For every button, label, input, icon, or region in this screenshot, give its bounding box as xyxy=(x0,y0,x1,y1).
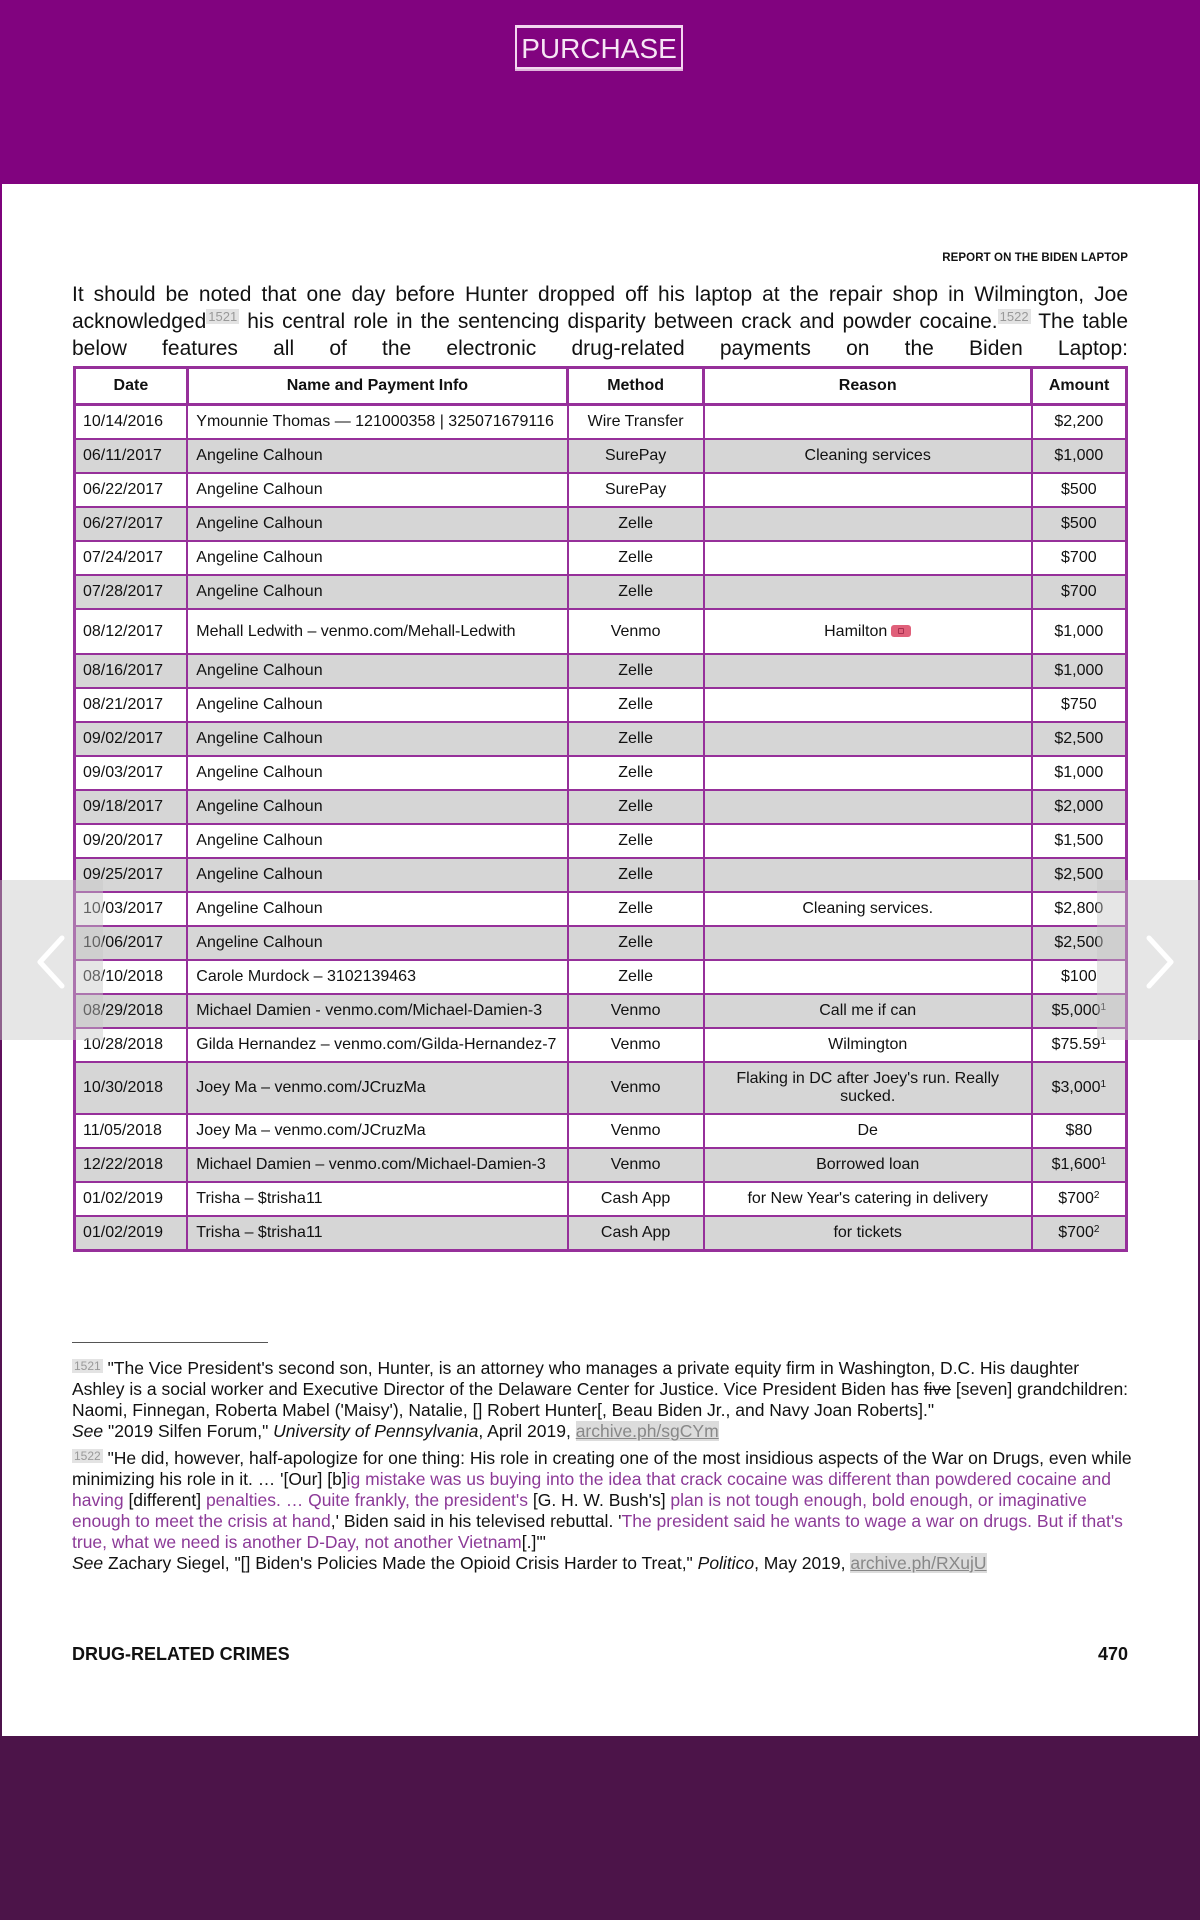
cell-name xyxy=(187,1216,567,1251)
cell-date xyxy=(75,722,188,756)
cell-name-text: Angeline Calhoun xyxy=(196,583,323,600)
intro-text: his central role in the sentencing disparity between crack and powder cocaine. xyxy=(239,310,998,333)
cell-date xyxy=(75,439,188,473)
cell-date xyxy=(75,1114,188,1148)
cell-date xyxy=(75,824,188,858)
purchase-button[interactable]: PURCHASE xyxy=(515,25,683,69)
cell-name-text: Trisha – $trisha11 xyxy=(196,1224,323,1241)
cell-amount-text: $1,000 xyxy=(1054,622,1104,640)
cell-method xyxy=(568,541,704,575)
col-amount: Amount xyxy=(1032,368,1127,405)
cell-date-text: 09/20/2017 xyxy=(83,832,164,849)
cell-amount xyxy=(1032,541,1127,575)
cell-amount xyxy=(1032,654,1127,688)
cell-name xyxy=(187,1028,567,1062)
cell-amount xyxy=(1032,1148,1127,1182)
cell-date-text: 11/05/2018 xyxy=(83,1122,162,1139)
cell-name xyxy=(187,1182,567,1216)
cell-name xyxy=(187,609,567,654)
footnote-ref-1521[interactable]: 1521 xyxy=(208,309,238,324)
cell-method xyxy=(568,473,704,507)
cell-method-text: Venmo xyxy=(610,1002,661,1019)
cell-method-text: Zelle xyxy=(618,866,653,883)
table-row xyxy=(75,1114,1127,1148)
cell-name xyxy=(187,994,567,1028)
cell-amount-text: $1,000 xyxy=(1054,662,1104,679)
cell-amount-text: $5,000 xyxy=(1051,1002,1101,1019)
cell-method-text: Zelle xyxy=(618,730,653,747)
cell-reason xyxy=(704,722,1032,756)
running-head: REPORT ON THE BIDEN LAPTOP xyxy=(942,252,1128,264)
footnote-ref-1522[interactable]: 1522 xyxy=(999,309,1029,324)
cell-reason-text: for New Year's catering in delivery xyxy=(747,1190,988,1207)
cell-date xyxy=(75,609,188,654)
amount-note-marker: 2 xyxy=(1093,1224,1100,1235)
cell-reason-text: Flaking in DC after Joey's run. Really sucked. xyxy=(736,1070,1000,1105)
cell-reason-text: Cleaning services. xyxy=(802,900,934,917)
cell-amount xyxy=(1032,405,1127,440)
cell-reason xyxy=(704,756,1032,790)
cell-amount xyxy=(1032,473,1127,507)
cell-method xyxy=(568,439,704,473)
cell-reason xyxy=(704,473,1032,507)
cell-method xyxy=(568,609,704,654)
cell-reason xyxy=(704,824,1032,858)
cell-amount-text: $700 xyxy=(1058,1224,1094,1241)
amount-note-marker: 1 xyxy=(1100,1002,1107,1013)
cell-reason xyxy=(704,654,1032,688)
cell-method xyxy=(568,756,704,790)
cell-name xyxy=(187,926,567,960)
table-row xyxy=(75,609,1127,654)
table-row xyxy=(75,688,1127,722)
cell-method-text: Zelle xyxy=(618,764,653,781)
see-label: See xyxy=(72,1421,104,1441)
cell-reason xyxy=(704,609,1032,654)
cell-date-text: 01/02/2019 xyxy=(83,1224,164,1241)
cell-name xyxy=(187,541,567,575)
footnote-text: "The Vice President's second son, Hunter, is an attorney who manages a private equity firm in Washington, D.C. His daughter Ashley is a social worker and Executive Director of the Delaware Center for Justice. Vice President Biden has xyxy=(72,1358,1080,1399)
cell-method xyxy=(568,1216,704,1251)
cell-name xyxy=(187,654,567,688)
cell-method-text: Venmo xyxy=(610,1079,661,1096)
cell-reason-text: De xyxy=(857,1122,878,1139)
citation-text: "2019 Silfen Forum," xyxy=(103,1421,274,1441)
cell-method xyxy=(568,688,704,722)
struck-text: five xyxy=(923,1379,951,1399)
cell-name-text: Angeline Calhoun xyxy=(196,866,323,883)
cell-date-text: 10/03/2017 xyxy=(83,900,164,917)
cell-date xyxy=(75,1182,188,1216)
table-row xyxy=(75,994,1127,1028)
cell-amount-text: $1,000 xyxy=(1054,447,1104,464)
cell-amount-text: $700 xyxy=(1058,1190,1094,1207)
cell-amount-text: $1,500 xyxy=(1054,832,1104,849)
amount-note-marker: 1 xyxy=(1100,1036,1107,1047)
cell-method xyxy=(568,654,704,688)
quoted-text: plan is not tough enough, bold enough, or imaginative enough to meet the crisis at hand xyxy=(72,1490,1087,1531)
cell-method-text: Venmo xyxy=(610,1036,661,1053)
cell-date-text: 09/18/2017 xyxy=(83,798,164,815)
cell-amount-text: $75.59 xyxy=(1051,1036,1101,1053)
cell-method-text: Cash App xyxy=(600,1224,671,1241)
cell-method xyxy=(568,858,704,892)
cell-amount-text: $2,800 xyxy=(1054,900,1104,917)
cell-method-text: Wire Transfer xyxy=(587,413,684,430)
cell-date-text: 06/27/2017 xyxy=(83,515,164,532)
cell-name xyxy=(187,858,567,892)
cell-reason xyxy=(704,575,1032,609)
table-row xyxy=(75,926,1127,960)
cell-reason xyxy=(704,507,1032,541)
cell-method-text: Zelle xyxy=(618,832,653,849)
footnote-text: ,' Biden said in his televised rebuttal. ' xyxy=(330,1511,622,1531)
footnote-number: 1522 xyxy=(74,1449,101,1463)
cell-name xyxy=(187,688,567,722)
cell-reason xyxy=(704,790,1032,824)
cell-name-text: Angeline Calhoun xyxy=(196,934,323,951)
cell-method xyxy=(568,575,704,609)
cell-name-text: Angeline Calhoun xyxy=(196,447,323,464)
cell-method-text: Zelle xyxy=(618,798,653,815)
cell-amount xyxy=(1032,688,1127,722)
cell-name-text: Angeline Calhoun xyxy=(196,832,323,849)
cell-name xyxy=(187,824,567,858)
cell-name-text: Angeline Calhoun xyxy=(196,481,323,498)
cell-name xyxy=(187,756,567,790)
quoted-text: penalties. … Quite frankly, the president's xyxy=(201,1490,533,1510)
cell-method xyxy=(568,790,704,824)
cell-amount xyxy=(1032,1216,1127,1251)
cell-date xyxy=(75,507,188,541)
footer-section-title: DRUG-RELATED CRIMES xyxy=(72,1644,290,1664)
cell-name xyxy=(187,439,567,473)
cell-name-text: Gilda Hernandez – venmo.com/Gilda-Hernandez-7 xyxy=(196,1036,557,1053)
cell-amount-text: $3,000 xyxy=(1051,1079,1101,1096)
cell-date xyxy=(75,541,188,575)
cell-reason xyxy=(704,1148,1032,1182)
amount-note-marker: 2 xyxy=(1093,1190,1100,1201)
cell-amount-text: $1,600 xyxy=(1051,1156,1101,1173)
cell-reason xyxy=(704,1182,1032,1216)
cell-amount-text: $2,500 xyxy=(1054,866,1104,883)
cell-method xyxy=(568,1182,704,1216)
cell-name xyxy=(187,575,567,609)
citation-text: , May 2019, xyxy=(754,1553,851,1573)
cell-date-text: 06/22/2017 xyxy=(83,481,164,498)
table-row xyxy=(75,892,1127,926)
cell-method xyxy=(568,722,704,756)
cell-amount-text: $1,000 xyxy=(1054,764,1104,781)
intro-text: It should be noted that one day before Hunter dropped off his laptop at the repair shop in Wilmington, Joe acknowledged xyxy=(72,283,1128,333)
cell-amount-text: $700 xyxy=(1061,583,1097,600)
cell-date-text: 01/02/2019 xyxy=(83,1190,164,1207)
see-label: See xyxy=(72,1553,104,1573)
amount-note-marker: 1 xyxy=(1100,1156,1107,1167)
cell-reason xyxy=(704,688,1032,722)
cell-name xyxy=(187,892,567,926)
cell-method-text: Zelle xyxy=(618,934,653,951)
cell-method xyxy=(568,507,704,541)
ticket-icon xyxy=(891,625,911,637)
footnote-text: [G. H. W. Bush's] xyxy=(532,1490,666,1510)
cell-date-text: 07/28/2017 xyxy=(83,583,164,600)
table-row xyxy=(75,1182,1127,1216)
cell-name xyxy=(187,722,567,756)
cell-method-text: SurePay xyxy=(604,481,667,498)
cell-method-text: Cash App xyxy=(600,1190,671,1207)
cell-name-text: Angeline Calhoun xyxy=(196,549,323,566)
cell-date xyxy=(75,688,188,722)
cell-amount-text: $2,500 xyxy=(1054,934,1104,951)
cell-amount xyxy=(1032,609,1127,654)
cell-reason-text: Wilmington xyxy=(828,1036,908,1053)
cell-date-text: 08/10/2018 xyxy=(83,968,164,985)
cell-amount xyxy=(1032,756,1127,790)
intro-text: The table below features all of the electronic drug-related payments on the Biden Laptop: xyxy=(72,310,1128,360)
table-row xyxy=(75,790,1127,824)
cell-reason xyxy=(704,926,1032,960)
cell-reason xyxy=(704,1114,1032,1148)
cell-method-text: Zelle xyxy=(618,583,653,600)
quoted-text: The president said he wants to wage a war on drugs. But if that's true, what we need is another D-Day, not another Vietnam xyxy=(72,1511,1123,1552)
cell-amount-text: $750 xyxy=(1061,696,1097,713)
table-row xyxy=(75,824,1127,858)
cell-reason xyxy=(704,994,1032,1028)
cell-amount xyxy=(1032,722,1127,756)
cell-date-text: 08/29/2018 xyxy=(83,1002,164,1019)
cell-date xyxy=(75,756,188,790)
cell-name-text: Joey Ma – venmo.com/JCruzMa xyxy=(196,1122,426,1139)
cell-name-text: Angeline Calhoun xyxy=(196,696,323,713)
table-row xyxy=(75,541,1127,575)
cell-reason xyxy=(704,439,1032,473)
col-date: Date xyxy=(75,368,188,405)
chevron-right-icon xyxy=(1145,935,1175,989)
cell-method xyxy=(568,1062,704,1114)
cell-amount-text: $500 xyxy=(1061,481,1097,498)
cell-amount xyxy=(1032,575,1127,609)
cell-date-text: 10/14/2016 xyxy=(83,413,164,430)
cell-name xyxy=(187,960,567,994)
cell-name-text: Michael Damien – venmo.com/Michael-Damien-3 xyxy=(196,1156,546,1173)
cell-name-text: Angeline Calhoun xyxy=(196,764,323,781)
citation-text: Zachary Siegel, "[] Biden's Policies Made the Opioid Crisis Harder to Treat," xyxy=(103,1553,698,1573)
cell-amount xyxy=(1032,507,1127,541)
cell-date-text: 10/06/2017 xyxy=(83,934,164,951)
cell-name-text: Angeline Calhoun xyxy=(196,798,323,815)
cell-name-text: Carole Murdock – 3102139463 xyxy=(196,968,416,985)
cell-date xyxy=(75,473,188,507)
table-row xyxy=(75,1216,1127,1251)
table-row xyxy=(75,405,1127,440)
cell-reason xyxy=(704,1062,1032,1114)
cell-date-text: 10/28/2018 xyxy=(83,1036,164,1053)
cell-amount-text: $80 xyxy=(1065,1122,1093,1139)
footnote-divider xyxy=(72,1342,268,1343)
footnote-text: [.]'" xyxy=(521,1532,546,1552)
cell-date xyxy=(75,790,188,824)
cell-method-text: SurePay xyxy=(604,447,667,464)
table-row xyxy=(75,756,1127,790)
footnotes xyxy=(72,1356,1132,1578)
col-method: Method xyxy=(568,368,704,405)
table-row xyxy=(75,507,1127,541)
cell-name xyxy=(187,790,567,824)
cell-reason xyxy=(704,1028,1032,1062)
table-row xyxy=(75,1062,1127,1114)
citation-source: University of Pennsylvania xyxy=(273,1421,479,1441)
cell-date xyxy=(75,575,188,609)
cell-reason xyxy=(704,892,1032,926)
cell-name xyxy=(187,507,567,541)
cell-date xyxy=(75,1148,188,1182)
cell-name-text: Michael Damien - venmo.com/Michael-Damien-3 xyxy=(196,1002,543,1019)
cell-reason xyxy=(704,541,1032,575)
cell-reason xyxy=(704,1216,1032,1251)
quoted-text: ig mistake was us buying into the idea that crack cocaine was different than powdered cocaine and having xyxy=(72,1469,1111,1510)
cell-amount-text: $2,000 xyxy=(1054,798,1104,815)
cell-amount-text: $2,200 xyxy=(1054,413,1104,430)
cell-method-text: Zelle xyxy=(618,968,653,985)
cell-date xyxy=(75,405,188,440)
citation-text: , April 2019, xyxy=(478,1421,576,1441)
table-row xyxy=(75,960,1127,994)
cell-date xyxy=(75,1216,188,1251)
cell-name-text: Angeline Calhoun xyxy=(196,730,323,747)
cell-amount-text: $700 xyxy=(1061,549,1097,566)
cell-date-text: 09/02/2017 xyxy=(83,730,164,747)
cell-name xyxy=(187,1062,567,1114)
footer-page-number: 470 xyxy=(1097,1644,1128,1664)
cell-reason-text: for tickets xyxy=(833,1224,902,1241)
cell-amount-text: $100 xyxy=(1061,968,1097,985)
cell-name-text: Angeline Calhoun xyxy=(196,900,323,917)
cell-name xyxy=(187,1148,567,1182)
bottom-banner xyxy=(0,1736,1200,1920)
cell-method xyxy=(568,1028,704,1062)
chevron-left-icon xyxy=(36,935,66,989)
cell-date-text: 06/11/2017 xyxy=(83,447,162,464)
cell-name xyxy=(187,473,567,507)
cell-method-text: Zelle xyxy=(618,662,653,679)
cell-method-text: Venmo xyxy=(610,622,661,640)
cell-reason-text: Borrowed loan xyxy=(816,1156,920,1173)
cell-amount xyxy=(1032,1062,1127,1114)
cell-date-text: 08/12/2017 xyxy=(83,622,164,640)
cell-name-text: Joey Ma – venmo.com/JCruzMa xyxy=(196,1079,426,1096)
cell-name-text: Mehall Ledwith – venmo.com/Mehall-Ledwith xyxy=(196,622,516,640)
cell-name-text: Ymounnie Thomas — 121000358 | 325071679116 xyxy=(196,413,554,430)
cell-method xyxy=(568,824,704,858)
cell-method-text: Zelle xyxy=(618,900,653,917)
cell-date-text: 08/21/2017 xyxy=(83,696,164,713)
footnote-1521 xyxy=(72,1356,1132,1442)
cell-name-text: Angeline Calhoun xyxy=(196,515,323,532)
cell-name xyxy=(187,405,567,440)
cell-amount xyxy=(1032,824,1127,858)
cell-amount xyxy=(1032,439,1127,473)
archive-link[interactable]: archive.ph/sgCYm xyxy=(575,1421,719,1441)
cell-date-text: 12/22/2018 xyxy=(83,1156,164,1173)
intro-paragraph xyxy=(72,281,1128,362)
footnote-1522 xyxy=(72,1446,1132,1574)
table-row xyxy=(75,439,1127,473)
cell-method xyxy=(568,926,704,960)
cell-date-text: 09/03/2017 xyxy=(83,764,164,781)
cell-amount xyxy=(1032,1114,1127,1148)
col-name: Name and Payment Info xyxy=(187,368,567,405)
cell-method-text: Zelle xyxy=(618,515,653,532)
cell-name xyxy=(187,1114,567,1148)
cell-method xyxy=(568,405,704,440)
cell-amount xyxy=(1032,790,1127,824)
cell-reason-text: Call me if can xyxy=(819,1002,917,1019)
table-row xyxy=(75,654,1127,688)
cell-method-text: Zelle xyxy=(618,549,653,566)
col-reason: Reason xyxy=(704,368,1032,405)
next-page-button[interactable] xyxy=(1097,880,1200,1040)
footnote-text: "He did, however, half-apologize for one thing: His role in creating one of the most insidious aspects of the War on Drugs, even while minimizing his role in it. … '[Our] [b] xyxy=(72,1448,1132,1489)
cell-date-text: 09/25/2017 xyxy=(83,866,164,883)
cell-reason-text: Hamilton xyxy=(824,622,888,640)
cell-method-text: Venmo xyxy=(610,1156,661,1173)
cell-amount-text: $500 xyxy=(1061,515,1097,532)
cell-method xyxy=(568,960,704,994)
citation-source: Politico xyxy=(697,1553,755,1573)
cell-name-text: Angeline Calhoun xyxy=(196,662,323,679)
cell-method xyxy=(568,1148,704,1182)
cell-date xyxy=(75,1062,188,1114)
table-header-row xyxy=(75,368,1127,405)
table-row xyxy=(75,1148,1127,1182)
table-row xyxy=(75,1028,1127,1062)
cell-date-text: 08/16/2017 xyxy=(83,662,164,679)
cell-reason xyxy=(704,405,1032,440)
cell-reason xyxy=(704,960,1032,994)
footnote-number: 1521 xyxy=(74,1359,101,1373)
cell-name-text: Trisha – $trisha11 xyxy=(196,1190,323,1207)
table-row xyxy=(75,722,1127,756)
cell-reason xyxy=(704,858,1032,892)
table-row xyxy=(75,473,1127,507)
footnote-text: [seven] grandchildren: Naomi, Finnegan, Roberta Mabel ('Maisy'), Natalie, [] Robert Hunter[, Beau Biden Jr., and Navy Joan Roberts]." xyxy=(72,1379,1129,1420)
cell-amount-text: $2,500 xyxy=(1054,730,1104,747)
cell-date-text: 07/24/2017 xyxy=(83,549,164,566)
table-row xyxy=(75,858,1127,892)
archive-link[interactable]: archive.ph/RXujU xyxy=(850,1553,987,1573)
prev-page-button[interactable] xyxy=(0,880,103,1040)
cell-amount xyxy=(1032,1182,1127,1216)
cell-method xyxy=(568,1114,704,1148)
cell-method xyxy=(568,994,704,1028)
payments-table xyxy=(73,366,1128,1252)
cell-reason-text: Cleaning services xyxy=(804,447,931,464)
cell-date-text: 10/30/2018 xyxy=(83,1079,164,1096)
cell-date xyxy=(75,654,188,688)
footnote-text: [different] xyxy=(128,1490,202,1510)
cell-method-text: Venmo xyxy=(610,1122,661,1139)
table-row xyxy=(75,575,1127,609)
document-page xyxy=(2,184,1198,1736)
cell-method-text: Zelle xyxy=(618,696,653,713)
amount-note-marker: 1 xyxy=(1100,1079,1107,1090)
cell-method xyxy=(568,892,704,926)
